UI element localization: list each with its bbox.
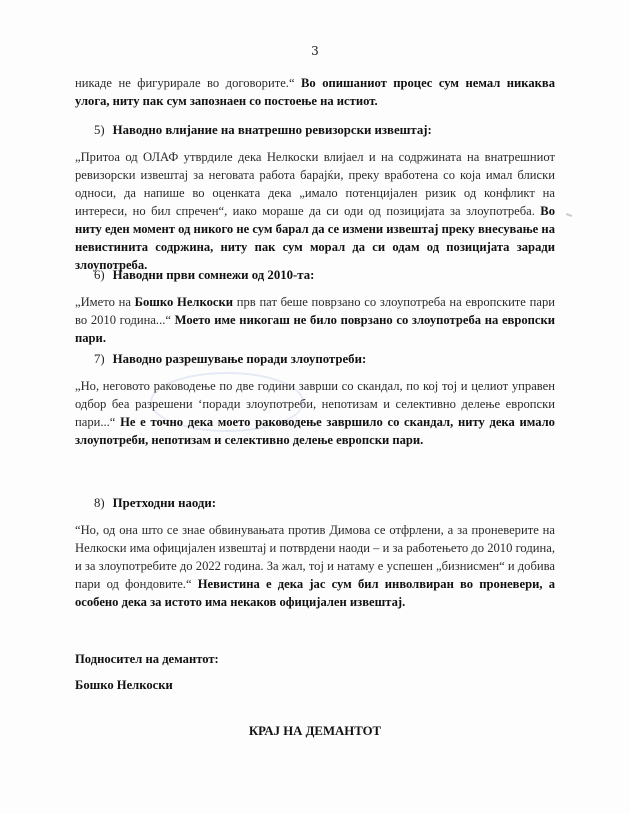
section-title: Наводно разрешување поради злоупотреби:	[112, 352, 367, 366]
intro-quote: никаде не фигурирале во договорите.“	[75, 76, 302, 90]
section-6-quote-name: Бошко Нелкоски	[134, 295, 233, 309]
section-number: 5)	[94, 123, 105, 137]
signature-name: Бошко Нелкоски	[75, 678, 173, 692]
section-7-paragraph	[75, 377, 555, 449]
section-title: Наводно влијание на внатрешно ревизорски извештај:	[112, 123, 432, 137]
section-5-quote: „Притоа од ОЛАФ утврдиле дека Нелкоски влијаел и на содржината на внатрешниот ревизорски извештај за неговата работа барајќи, преку вработена со која имал блиски односи, да напише во оценката дека „имало потенцијален ризик од конфликт на интереси, но бил спречен“, иако мораше да си оди од позицијата за злоупотреба.	[75, 150, 555, 218]
section-8-response: Невистина е дека јас сум бил инволвиран во проневери, а особено дека за истото има некаков официјален извештај.	[75, 577, 555, 609]
section-title: Претходни наоди:	[112, 496, 216, 510]
section-8-paragraph	[75, 521, 555, 611]
section-number: 7)	[94, 352, 105, 366]
section-7-heading	[94, 352, 366, 367]
section-6-paragraph	[75, 293, 555, 347]
section-6-quote-post: прв пат беше поврзано со злоупотреба на европските пари во 2010 година...“	[75, 295, 555, 327]
section-7-quote: „Но, неговото раководење по две години заврши со скандал, по кој тој и целиот управен одбор беа разрешени ‘поради злоупотреби, непотизам и селективно делење европски пари...“	[75, 379, 555, 429]
section-8-quote: “Но, од она што се знае обвинувањата против Димова се отфрлени, а за проневерите на Нелкоски има официјален извештај и потврдени наоди – и за работењето до 2010 година, и за злоупотребите до 2022 година. За жал, тој и натаму е успешен „бизнисмен“ и добива пари од фондовите.“	[75, 523, 555, 591]
page-number: 3	[311, 44, 319, 58]
section-6-response: Моето име никогаш не било поврзано со злоупотреба на европски пари.	[75, 313, 556, 345]
scan-artifact	[566, 213, 572, 217]
section-5-heading	[94, 123, 432, 138]
section-6-heading	[94, 268, 314, 283]
section-8-heading	[94, 496, 216, 511]
signature-label: Подносител на демантот:	[75, 652, 219, 666]
section-7-response: Не е точно дека моето раководење завршило со скандал, ниту дека имало злоупотреби, непотизам и селективно делење европски пари.	[75, 415, 555, 447]
section-number: 8)	[94, 496, 105, 510]
section-title: Наводни први сомнежи од 2010-та:	[112, 268, 315, 282]
end-of-statement-label: КРАЈ НА ДЕМАНТОТ	[248, 724, 382, 738]
section-6-quote-pre: „Името на	[75, 295, 135, 309]
section-number: 6)	[94, 268, 105, 282]
intro-response: Во опишаниот процес сум немал никаква улога, ниту пак сум запознаен со постоење на истиот.	[75, 76, 556, 108]
section-5-paragraph	[75, 148, 555, 274]
section-5-response: Во ниту еден момент од никого не сум барал да се измени извештај преку внесување на невистинита содржина, ниту пак сум морал да си одам од позицијата заради злоупотреба.	[75, 204, 555, 272]
intro-paragraph	[75, 74, 555, 110]
